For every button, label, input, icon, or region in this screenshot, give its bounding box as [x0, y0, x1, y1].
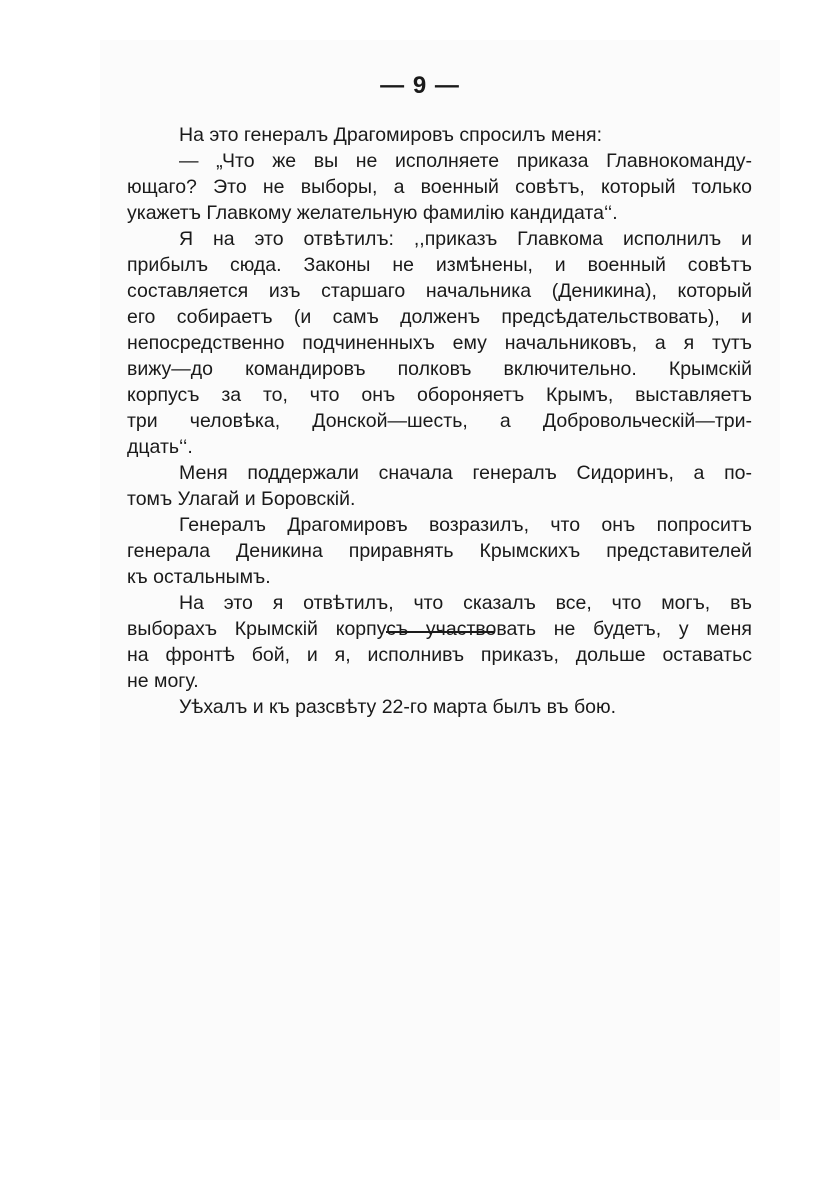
text-line: къ остальнымъ. [127, 566, 271, 588]
text-line: Генералъ Драгомировъ возразилъ, что онъ попроситъ [179, 514, 752, 536]
text-line: дцать‘‘. [127, 436, 193, 458]
text-line: прибылъ сюда. Законы не измѣнены, и военный совѣтъ [127, 254, 752, 276]
section-end-rule [386, 631, 494, 633]
text-line: его собираетъ (и самъ долженъ предсѣдательствовать), и [127, 306, 752, 328]
text-line: Меня поддержали сначала генералъ Сидоринъ, а по- [179, 462, 752, 484]
text-line: На это генералъ Драгомировъ спросилъ меня: [179, 124, 603, 146]
text-line: — „Что же вы не исполняете приказа Главнокоманду- [179, 150, 752, 172]
text-line: ющаго? Это не выборы, а военный совѣтъ, который только [127, 176, 752, 198]
page-number: — 9 — [380, 72, 460, 99]
text-line: Уѣхалъ и къ разсвѣту 22-го марта былъ въ бою. [179, 696, 617, 718]
text-line: генерала Деникина приравнять Крымскихъ представителей [127, 540, 752, 562]
text-line: составляется изъ старшаго начальника (Деникина), который [127, 280, 752, 302]
text-line: корпусъ за то, что онъ обороняетъ Крымъ, выставляетъ [127, 384, 752, 406]
text-line: Я на это отвѣтилъ: ,,приказъ Главкома исполнилъ и [179, 228, 752, 250]
text-line: три человѣка, Донской—шесть, а Добровольческій—три- [127, 410, 752, 432]
text-line: непосредственно подчиненныхъ ему начальниковъ, а я тутъ [127, 332, 752, 354]
text-line: На это я отвѣтилъ, что сказалъ все, что могъ, въ [179, 592, 752, 614]
text-line: укажетъ Главкому желательную фамилію кандидата‘‘. [127, 202, 618, 224]
text-line: выборахъ Крымскій корпусъ участвовать не будетъ, у меня [127, 618, 752, 640]
text-line: вижу—до командировъ полковъ включительно. Крымскій [127, 358, 752, 380]
text-line: не могу. [127, 670, 199, 692]
text-line: на фронтѣ бой, и я, исполнивъ приказъ, дольше оставатьс [127, 644, 752, 666]
text-line: томъ Улагай и Боровскій. [127, 488, 356, 510]
